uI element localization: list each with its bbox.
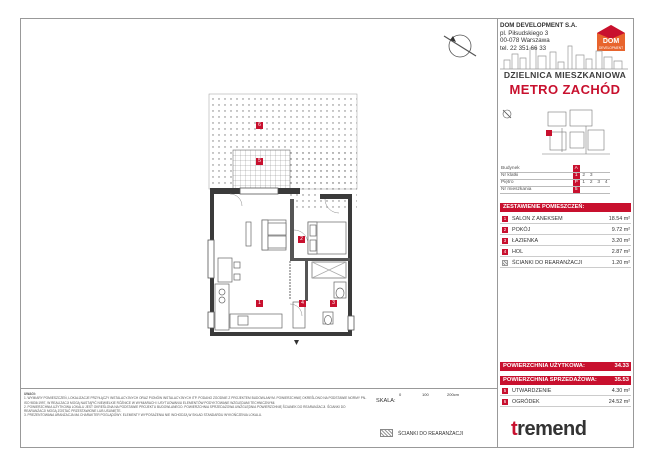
reorg-legend-label: ŚCIANKI DO REARANŻACJI: [398, 431, 464, 437]
room-number: 3: [503, 238, 507, 243]
room-name: ŁAZIENKA: [512, 238, 539, 244]
notes-title: UWAGI:: [24, 392, 36, 396]
room-name: ŚCIANKI DO REARANŻACJI: [512, 260, 583, 266]
usable-area-value: 34.33: [614, 363, 629, 369]
info-value: 2: [580, 172, 588, 179]
info-row-staircase: [500, 172, 610, 179]
city-skyline-icon: [500, 42, 628, 70]
door-swings: [230, 194, 339, 316]
info-row-apartment-number: [500, 186, 610, 193]
scale-label: SKALA:: [376, 398, 396, 404]
reorg-legend-swatch: [380, 429, 393, 437]
scale-tick-200: 200cm: [447, 392, 460, 397]
plan-label-4: 4: [299, 300, 306, 307]
notes-block: [24, 392, 368, 418]
keyplan-compass-icon: [503, 110, 511, 118]
room-area: 9.72 m²: [611, 227, 630, 233]
sale-area-label: POWIERZCHNIA SPRZEDAŻOWA:: [503, 377, 597, 383]
info-label: Piętro: [500, 179, 573, 186]
extra-row: [500, 386, 631, 396]
room-number: 1: [503, 216, 507, 221]
footer-divider: [20, 388, 497, 389]
info-value: 3: [595, 179, 603, 186]
plan-label-1: 1: [256, 300, 263, 307]
company-phone: tel. 22 351 66 33: [500, 44, 547, 52]
info-value: 2: [588, 179, 596, 186]
room-number: 6: [503, 399, 507, 404]
apartment-info-table: [500, 165, 610, 194]
reorg-hatch-icon: [502, 260, 508, 266]
room-area: 3.20 m²: [611, 238, 630, 244]
garden-lower-area: [290, 150, 357, 210]
info-row-building: [500, 165, 610, 172]
info-value: 1: [580, 179, 588, 186]
note-item: 3. PREZENTOWANA ARANŻACJA MA CHARAKTER POGLĄDOWY. ELEMENTY WYPOSAŻENIA NIE WCHODZĄ W SKŁAD STANDARDU WYKOŃCZENIA LOKALU.: [24, 413, 263, 418]
room-row: [500, 214, 631, 224]
info-label: Nr mieszkania: [500, 186, 573, 193]
room-name: HOL: [512, 249, 524, 255]
reorg-walls-row: [500, 258, 631, 268]
entrance-arrow: [294, 340, 299, 345]
info-value: 5: [573, 186, 581, 193]
panel-divider: [497, 18, 498, 448]
room-area: 2.87 m²: [611, 249, 630, 255]
info-value: 3: [588, 172, 596, 179]
room-number: 4: [503, 249, 507, 254]
room-name: SALON Z ANEKSEM: [512, 216, 563, 222]
room-name: OGRÓDEK: [512, 399, 540, 405]
info-value: A: [573, 165, 581, 172]
note-item: 1. WYMIARY POMIESZCZEŃ, LOKALIZACJE PRZYŁĄCZY INSTALACYJNYCH ORAZ PIONÓW INSTALACYJNYCH ITP. PODANO ZGODNIE Z PROJEKTEM BUDOWLANYM. POWIERZCHNIĘ OKREŚLONO NA PODSTAWIE NORMY PN-ISO 9836:1997, W REALIZACJI MOGĄ NASTĄPIĆ NIEWIELKIE RÓŻNICE W WYMIARACH I USYTUOWANIU ELEMENTÓW PODYKTOWANE WZGLĘDAMI TECHNICZNYMI.: [24, 396, 367, 405]
company-street: pl. Piłsudskiego 3: [500, 29, 549, 37]
rooms-header: ZESTAWIENIE POMIESZCZEŃ:: [500, 203, 631, 212]
brand-district-line: DZIELNICA MIESZKANIOWA: [503, 70, 627, 80]
usable-area-label: POWIERZCHNIA UŻYTKOWA:: [503, 363, 585, 369]
plan-label-6: 6: [256, 122, 263, 129]
info-value: 4: [603, 179, 611, 186]
room-number: 5: [503, 388, 507, 393]
sale-area-bar: [500, 376, 631, 385]
room-row: [500, 225, 631, 235]
svg-text:DEVELOPMENT: DEVELOPMENT: [598, 46, 624, 50]
plan-label-3: 3: [330, 300, 337, 307]
scale-tick-0: 0: [399, 392, 402, 397]
room-name: UTWARDZENIE: [512, 388, 552, 394]
svg-text:DOM: DOM: [602, 38, 620, 45]
info-label: Budynek: [500, 165, 573, 172]
plan-label-2: 2: [298, 236, 305, 243]
room-area: 24.52 m²: [608, 399, 630, 405]
scale-tick-100: 100: [422, 392, 429, 397]
room-number: 2: [503, 227, 507, 232]
terrace-area: [233, 150, 290, 190]
room-row: [500, 236, 631, 246]
info-value: 1: [573, 172, 581, 179]
extra-row: [500, 397, 631, 407]
room-area: 18.54 m²: [608, 216, 630, 222]
room-area: 1.20 m²: [611, 260, 630, 266]
info-row-floor: [500, 179, 610, 186]
sale-area-value: 35.53: [614, 377, 629, 383]
note-item: 2. POWIERZCHNIA UŻYTKOWA LOKALU JEST OKREŚLONA NA PODSTAWIE PROJEKTU BUDOWLANEGO. POWIERZCHNIA SPRZEDAŻOWA UWZGLĘDNIA POWIERZCHNIĘ ŚCIANEK DO REARANŻACJI. ŚCIANKI DO REARANŻACJI MOGĄ ZOSTAĆ PRZESTAWIONE LUB USUNIĘTE.: [24, 404, 346, 414]
company-city: 00-078 Warszawa: [500, 37, 550, 45]
room-row: [500, 247, 631, 257]
usable-area-bar: [500, 362, 631, 371]
brand-project-name: METRO ZACHÓD: [509, 82, 621, 97]
compass-icon: [444, 35, 476, 57]
info-label: Nr klatki: [500, 172, 573, 179]
key-plan-map: [502, 104, 630, 164]
info-value: P: [573, 179, 581, 186]
room-name: POKÓJ: [512, 227, 531, 233]
furniture: [215, 220, 346, 330]
company-name: DOM DEVELOPMENT S.A.: [500, 22, 578, 29]
tremend-logo: tremend: [511, 418, 587, 440]
plan-label-5: 5: [256, 158, 263, 165]
room-area: 4.30 m²: [611, 388, 630, 394]
